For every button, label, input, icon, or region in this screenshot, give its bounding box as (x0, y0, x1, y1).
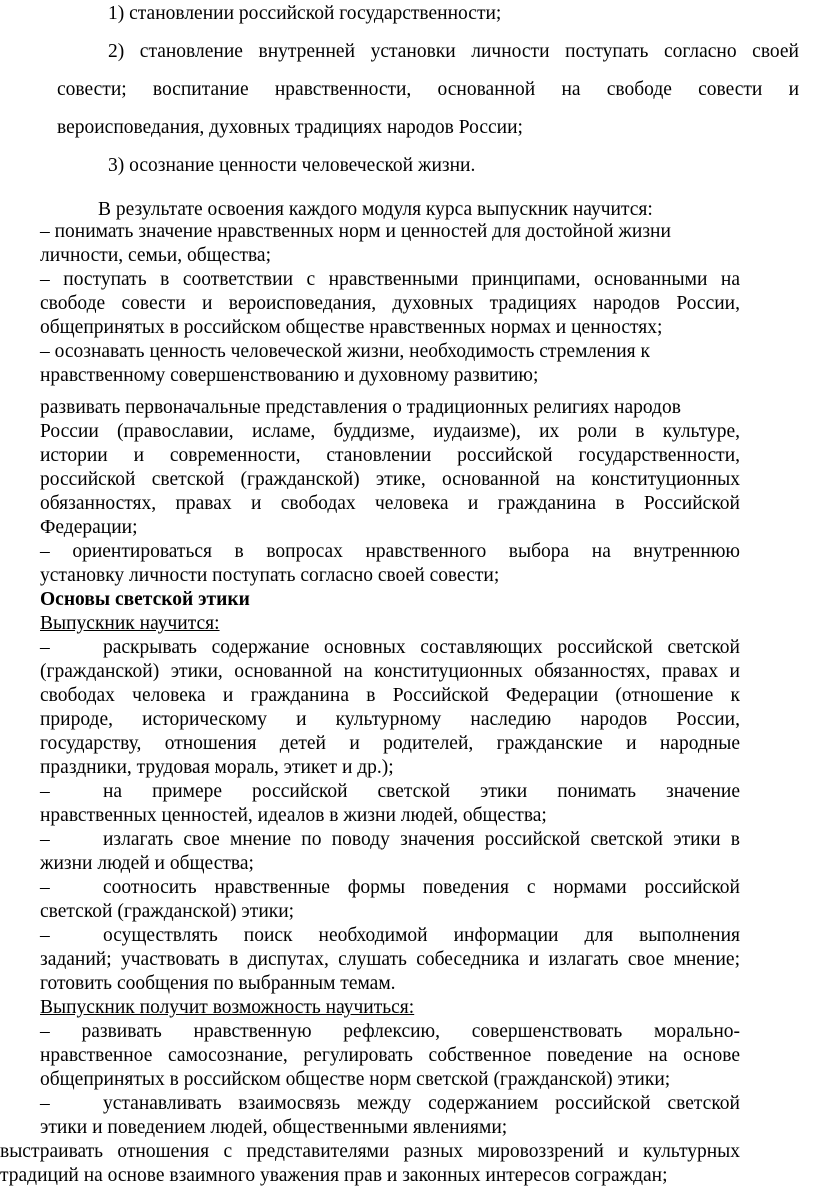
learn-item-d: соотносить нравственные формы поведения с нормами российской (103, 877, 740, 898)
results-line: – осознавать ценность человеческой жизни, необходимость стремления к (40, 341, 651, 362)
results-lead: В результате освоения каждого модуля курса выпускник научится: (98, 199, 653, 220)
learn-heading: Выпускник научится: (40, 613, 220, 634)
opportunity-item-f: нравственное самосознание, регулировать собственное поведение на основе (40, 1045, 740, 1066)
results-line: России (православии, исламе, буддизме, иудаизме), их роли в культуре, (40, 421, 740, 442)
results-line: Федерации; (40, 517, 138, 538)
bullet-dash: – (40, 637, 50, 658)
results-line: – поступать в соответствии с нравственными принципами, основанными на (40, 269, 740, 290)
results-line: общепринятых в российском обществе нравственных нормах и ценностях; (40, 317, 663, 338)
learn-item-a: праздники, трудовая мораль, этикет и др.); (40, 757, 394, 778)
bullet-dash: – (40, 1093, 50, 1114)
opportunity-item-f: общепринятых в российском обществе норм светской (гражданской) этики; (40, 1069, 671, 1090)
learn-item-e: заданий; участвовать в диспутах, слушать собеседника и излагать свое мнение; (40, 949, 740, 970)
learn-item-e: готовить сообщения по выбранным темам. (40, 973, 396, 994)
results-line: установку личности поступать согласно своей совести; (40, 565, 500, 586)
results-line: нравственному совершенствованию и духовному развитию; (40, 365, 539, 386)
learn-item-a: свободах человека и гражданина в Российской Федерации (отношение к (40, 685, 740, 706)
learn-item-a: природе, историческому и культурному наследию народов России, (40, 709, 740, 730)
opportunity-heading: Выпускник получит возможность научиться: (40, 997, 415, 1018)
results-line: – понимать значение нравственных норм и ценностей для достойной жизни (40, 221, 671, 242)
bullet-dash: – (40, 781, 50, 802)
results-line: развивать первоначальные представления о традиционных религиях народов (40, 397, 681, 418)
results-line: свободе совести и вероисповедания, духовных традициях народов России, (40, 293, 740, 314)
results-line: истории и современности, становлении российской государственности, (40, 445, 740, 466)
learn-item-e: осуществлять поиск необходимой информации для выполнения (103, 925, 740, 946)
learn-item-b: нравственных ценностей, идеалов в жизни людей, общества; (40, 805, 547, 826)
learn-item-a: (гражданской) этики, основанной на конституционных обязанностях, правах и (40, 661, 740, 682)
section-title: Основы светской этики (40, 589, 250, 610)
learn-item-c: жизни людей и общества; (40, 853, 254, 874)
bullet-dash: – (40, 829, 50, 850)
opportunity-item-h: традиций на основе взаимного уважения прав и законных интересов сограждан; (0, 1165, 668, 1186)
intro-item-2-line3: вероисповедания, духовных традициях народов России; (57, 117, 523, 138)
learn-item-c: излагать свое мнение по поводу значения российской светской этики в (103, 829, 740, 850)
intro-item-2-line2: совести; воспитание нравственности, основанной на свободе совести и (57, 79, 799, 100)
intro-item-2-line1: 2) становление внутренней установки личности поступать согласно своей (108, 41, 799, 62)
opportunity-item-g: устанавливать взаимосвязь между содержанием российской светской (103, 1093, 740, 1114)
learn-item-d: светской (гражданской) этики; (40, 901, 295, 922)
learn-item-a: раскрывать содержание основных составляющих российской светской (103, 637, 740, 658)
results-line: – ориентироваться в вопросах нравственного выбора на внутреннюю (40, 541, 740, 562)
bullet-dash: – (40, 877, 50, 898)
opportunity-item-f: – развивать нравственную рефлексию, совершенствовать морально- (40, 1021, 740, 1042)
opportunity-item-g: этики и поведением людей, общественными явлениями; (40, 1117, 508, 1138)
intro-item-1: 1) становлении российской государственности; (108, 3, 502, 24)
results-line: личности, семьи, общества; (40, 245, 272, 266)
opportunity-item-h: выстраивать отношения с представителями разных мировоззрений и культурных (0, 1141, 740, 1162)
learn-item-a: государству, отношения детей и родителей, гражданские и народные (40, 733, 740, 754)
bullet-dash: – (40, 925, 50, 946)
results-line: обязанностях, правах и свободах человека и гражданина в Российской (40, 493, 740, 514)
results-line: российской светской (гражданской) этике, основанной на конституционных (40, 469, 740, 490)
intro-item-3: 3) осознание ценности человеческой жизни. (108, 155, 476, 176)
learn-item-b: на примере российской светской этики понимать значение (103, 781, 740, 802)
